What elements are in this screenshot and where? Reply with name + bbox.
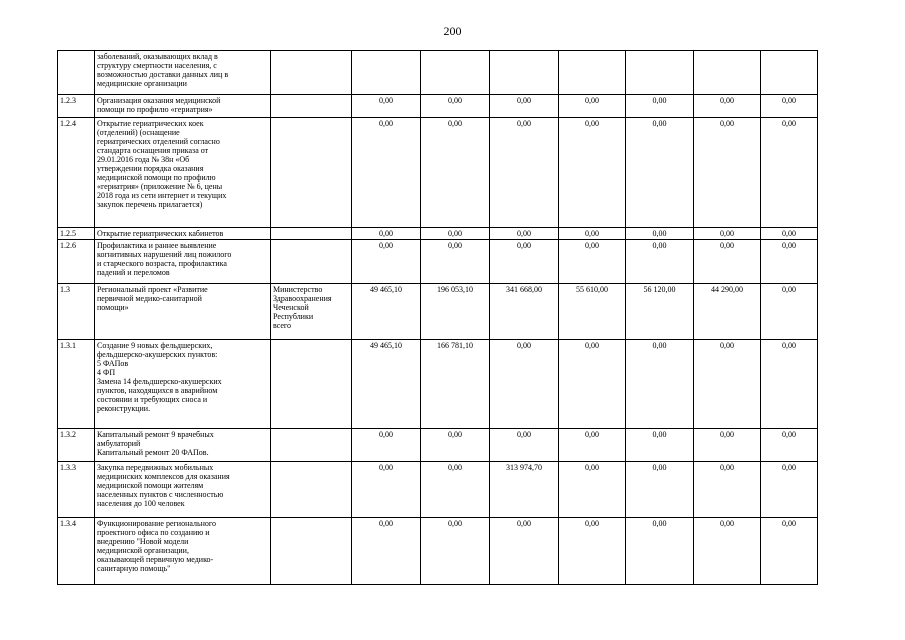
row-value: 0,00 <box>761 118 818 228</box>
row-value: 196 053,10 <box>421 284 490 340</box>
row-value: 0,00 <box>694 462 761 518</box>
row-number: 1.3.3 <box>58 462 95 518</box>
row-value: 0,00 <box>761 429 818 462</box>
row-value: 0,00 <box>421 118 490 228</box>
row-value: 0,00 <box>694 518 761 585</box>
row-responsible <box>271 51 352 95</box>
row-responsible <box>271 240 352 284</box>
row-value: 0,00 <box>694 240 761 284</box>
row-responsible <box>271 429 352 462</box>
row-value: 49 465,10 <box>352 284 421 340</box>
row-responsible <box>271 95 352 118</box>
row-value: 0,00 <box>694 95 761 118</box>
row-responsible <box>271 228 352 240</box>
row-value: 44 290,00 <box>694 284 761 340</box>
row-value <box>352 51 421 95</box>
table-row <box>58 340 818 429</box>
budget-table <box>57 50 818 585</box>
row-value: 49 465,10 <box>352 340 421 429</box>
row-value: 0,00 <box>559 462 626 518</box>
row-value: 0,00 <box>559 95 626 118</box>
row-value: 0,00 <box>352 228 421 240</box>
row-value: 0,00 <box>421 95 490 118</box>
row-responsible <box>271 340 352 429</box>
row-number: 1.2.6 <box>58 240 95 284</box>
row-value: 0,00 <box>490 429 559 462</box>
row-value: 0,00 <box>490 240 559 284</box>
page-number: 200 <box>443 24 462 38</box>
table-row <box>58 51 818 95</box>
row-value: 0,00 <box>761 340 818 429</box>
row-value: 0,00 <box>490 518 559 585</box>
row-value: 0,00 <box>559 228 626 240</box>
row-name: Профилактика и раннее выявление когнитивных нарушений лиц пожилого и старческого возраста, профилактика падений и переломов <box>95 240 271 284</box>
row-value: 0,00 <box>490 228 559 240</box>
row-name: Организация оказания медицинской помощи по профилю «гериатрия» <box>95 95 271 118</box>
row-value: 0,00 <box>559 240 626 284</box>
row-value <box>761 51 818 95</box>
row-name: Открытие гериатрических коек (отделений) (оснащение гериатрических отделений согласно стандарта оснащения приказа от 29.01.2016 года № 38н «Об утверждении порядка оказания медицинской помощи по профилю «гериатрия» (приложение № 6, цены 2018 года из сети интернет и текущих закупок перечень прилагается) <box>95 118 271 228</box>
row-value: 0,00 <box>490 340 559 429</box>
row-value: 0,00 <box>761 240 818 284</box>
row-value: 0,00 <box>421 518 490 585</box>
row-value: 0,00 <box>421 429 490 462</box>
row-number <box>58 51 95 95</box>
row-value: 0,00 <box>559 429 626 462</box>
row-responsible: Министерство Здравоохранения Чеченской Республики всего <box>271 284 352 340</box>
row-value: 0,00 <box>352 118 421 228</box>
row-value: 0,00 <box>559 118 626 228</box>
row-number: 1.2.3 <box>58 95 95 118</box>
row-value: 0,00 <box>626 462 694 518</box>
row-name: Региональный проект «Развитие первичной медико-санитарной помощи» <box>95 284 271 340</box>
table-row <box>58 95 818 118</box>
row-value: 0,00 <box>626 518 694 585</box>
table-row <box>58 518 818 585</box>
table-row <box>58 228 818 240</box>
row-value: 0,00 <box>761 518 818 585</box>
row-value: 0,00 <box>694 340 761 429</box>
row-number: 1.3.1 <box>58 340 95 429</box>
row-name: Функционирование регионального проектного офиса по созданию и внедрению "Новой модели медицинской организации, оказывающей первичную медико- санитарную помощь" <box>95 518 271 585</box>
row-value: 166 781,10 <box>421 340 490 429</box>
row-value: 0,00 <box>490 118 559 228</box>
table-row <box>58 118 818 228</box>
table-row <box>58 284 818 340</box>
row-value: 0,00 <box>694 118 761 228</box>
row-responsible <box>271 118 352 228</box>
row-responsible <box>271 518 352 585</box>
row-value: 0,00 <box>421 240 490 284</box>
row-value <box>490 51 559 95</box>
row-value <box>694 51 761 95</box>
row-number: 1.3 <box>58 284 95 340</box>
row-value: 341 668,00 <box>490 284 559 340</box>
row-value: 0,00 <box>352 240 421 284</box>
row-name: Создание 9 новых фельдшерских, фельдшерско-акушерских пунктов: 5 ФАПов 4 ФП Замена 14 фельдшерско-акушерских пунктов, находящихся в аварийном состоянии и требующих сноса и реконструкции. <box>95 340 271 429</box>
row-value: 0,00 <box>352 95 421 118</box>
row-value: 55 610,00 <box>559 284 626 340</box>
table-row <box>58 429 818 462</box>
row-value: 0,00 <box>694 228 761 240</box>
row-value: 0,00 <box>421 228 490 240</box>
row-number: 1.2.4 <box>58 118 95 228</box>
row-value: 0,00 <box>761 284 818 340</box>
row-number: 1.3.2 <box>58 429 95 462</box>
row-value: 0,00 <box>352 429 421 462</box>
row-value: 0,00 <box>559 340 626 429</box>
row-name: Капитальный ремонт 9 врачебных амбулаторий Капитальный ремонт 20 ФАПов. <box>95 429 271 462</box>
row-value <box>559 51 626 95</box>
row-value <box>421 51 490 95</box>
row-value: 0,00 <box>626 95 694 118</box>
row-value: 56 120,00 <box>626 284 694 340</box>
row-name: Закупка передвижных мобильных медицинских комплексов для оказания медицинской помощи жителям населенных пунктов с численностью населения до 100 человек <box>95 462 271 518</box>
row-number: 1.3.4 <box>58 518 95 585</box>
row-value: 0,00 <box>694 429 761 462</box>
row-value: 0,00 <box>626 340 694 429</box>
row-value: 0,00 <box>490 95 559 118</box>
row-number: 1.2.5 <box>58 228 95 240</box>
row-value: 0,00 <box>626 240 694 284</box>
row-value: 0,00 <box>421 462 490 518</box>
row-name: Открытие гериатрических кабинетов <box>95 228 271 240</box>
row-value: 0,00 <box>761 95 818 118</box>
row-value: 0,00 <box>559 518 626 585</box>
row-value: 0,00 <box>626 118 694 228</box>
row-name: заболеваний, оказывающих вклад в структуру смертности населения, с возможностью доставки данных лиц в медицинские организации <box>95 51 271 95</box>
row-value: 313 974,70 <box>490 462 559 518</box>
table-row <box>58 240 818 284</box>
table-row <box>58 462 818 518</box>
row-value: 0,00 <box>352 518 421 585</box>
row-value: 0,00 <box>626 228 694 240</box>
row-value: 0,00 <box>761 228 818 240</box>
row-value <box>626 51 694 95</box>
row-value: 0,00 <box>761 462 818 518</box>
row-responsible <box>271 462 352 518</box>
row-value: 0,00 <box>352 462 421 518</box>
row-value: 0,00 <box>626 429 694 462</box>
